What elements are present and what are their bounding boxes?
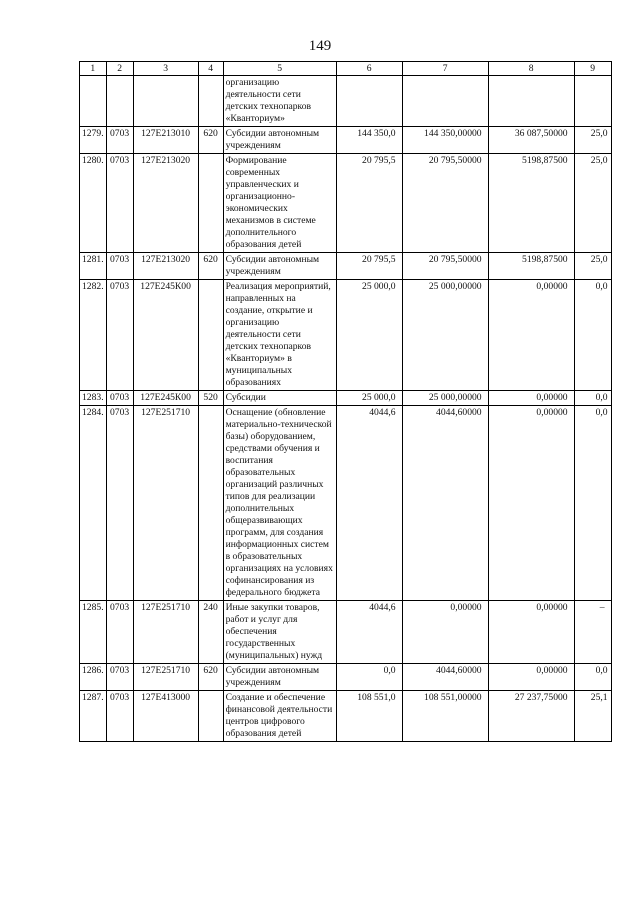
row-number: 1279. xyxy=(80,127,107,154)
section-code: 0703 xyxy=(106,253,133,280)
amount-col6: 144 350,0 xyxy=(336,127,402,154)
row-number xyxy=(80,76,107,127)
expense-type-code xyxy=(198,691,223,742)
target-article-code: 127E251710 xyxy=(133,406,198,601)
expense-type-code: 620 xyxy=(198,253,223,280)
header-cell: 4 xyxy=(198,62,223,76)
header-cell: 1 xyxy=(80,62,107,76)
item-name: Создание и обеспечение финансовой деятельности центров цифрового образования детей xyxy=(223,691,336,742)
amount-col7 xyxy=(402,76,488,127)
item-name: Иные закупки товаров, работ и услуг для обеспечения государственных (муниципальных) нужд xyxy=(223,601,336,664)
amount-col8: 0,00000 xyxy=(488,601,574,664)
target-article-code: 127E213010 xyxy=(133,127,198,154)
amount-col7: 108 551,00000 xyxy=(402,691,488,742)
expense-type-code: 520 xyxy=(198,391,223,406)
percent-executed: 0,0 xyxy=(574,664,611,691)
expense-type-code: 620 xyxy=(198,127,223,154)
header-cell: 6 xyxy=(336,62,402,76)
percent-executed: 25,1 xyxy=(574,691,611,742)
amount-col8: 0,00000 xyxy=(488,280,574,391)
percent-executed: 0,0 xyxy=(574,280,611,391)
item-name: Субсидии автономным учреждениям xyxy=(223,127,336,154)
row-number: 1283. xyxy=(80,391,107,406)
table-row xyxy=(80,154,612,253)
amount-col7: 4044,60000 xyxy=(402,664,488,691)
table-row xyxy=(80,601,612,664)
percent-executed xyxy=(574,76,611,127)
table-row xyxy=(80,127,612,154)
table-row xyxy=(80,280,612,391)
section-code: 0703 xyxy=(106,406,133,601)
amount-col7: 25 000,00000 xyxy=(402,280,488,391)
amount-col8: 5198,87500 xyxy=(488,154,574,253)
amount-col8: 0,00000 xyxy=(488,664,574,691)
percent-executed: 0,0 xyxy=(574,406,611,601)
amount-col6: 20 795,5 xyxy=(336,253,402,280)
target-article-code: 127E251710 xyxy=(133,664,198,691)
budget-table xyxy=(79,61,612,742)
percent-executed: 25,0 xyxy=(574,154,611,253)
target-article-code: 127E213020 xyxy=(133,253,198,280)
amount-col8 xyxy=(488,76,574,127)
target-article-code: 127E245К00 xyxy=(133,280,198,391)
header-cell: 2 xyxy=(106,62,133,76)
amount-col6: 20 795,5 xyxy=(336,154,402,253)
table-row xyxy=(80,406,612,601)
header-cell: 3 xyxy=(133,62,198,76)
page-number: 149 xyxy=(308,38,332,54)
table-row xyxy=(80,391,612,406)
amount-col6: 25 000,0 xyxy=(336,391,402,406)
target-article-code xyxy=(133,76,198,127)
target-article-code: 127E213020 xyxy=(133,154,198,253)
amount-col6: 108 551,0 xyxy=(336,691,402,742)
amount-col7: 4044,60000 xyxy=(402,406,488,601)
section-code: 0703 xyxy=(106,601,133,664)
header-cell: 7 xyxy=(402,62,488,76)
row-number: 1282. xyxy=(80,280,107,391)
amount-col7: 25 000,00000 xyxy=(402,391,488,406)
table-row xyxy=(80,664,612,691)
row-number: 1281. xyxy=(80,253,107,280)
amount-col8: 36 087,50000 xyxy=(488,127,574,154)
amount-col8: 0,00000 xyxy=(488,406,574,601)
amount-col8: 0,00000 xyxy=(488,391,574,406)
section-code: 0703 xyxy=(106,280,133,391)
item-name: Оснащение (обновление материально-технической базы) оборудованием, средствами обучения и воспитания образовательных организаций различных типов для реализации дополнительных общеразвивающих программ, для создания информационных систем в образовательных организациях на условиях софинансирования из федерального бюджета xyxy=(223,406,336,601)
amount-col8: 5198,87500 xyxy=(488,253,574,280)
table-row xyxy=(80,76,612,127)
header-cell: 5 xyxy=(223,62,336,76)
percent-executed: 0,0 xyxy=(574,391,611,406)
section-code: 0703 xyxy=(106,391,133,406)
section-code: 0703 xyxy=(106,664,133,691)
percent-executed: – xyxy=(574,601,611,664)
table-row xyxy=(80,691,612,742)
percent-executed: 25,0 xyxy=(574,253,611,280)
amount-col6: 4044,6 xyxy=(336,601,402,664)
target-article-code: 127E413000 xyxy=(133,691,198,742)
expense-type-code xyxy=(198,406,223,601)
percent-executed: 25,0 xyxy=(574,127,611,154)
row-number: 1284. xyxy=(80,406,107,601)
expense-type-code xyxy=(198,76,223,127)
item-name: организацию деятельности сети детских технопарков «Кванториум» xyxy=(223,76,336,127)
amount-col8: 27 237,75000 xyxy=(488,691,574,742)
amount-col7: 144 350,00000 xyxy=(402,127,488,154)
row-number: 1286. xyxy=(80,664,107,691)
amount-col6: 0,0 xyxy=(336,664,402,691)
item-name: Формирование современных управленческих и организационно-экономических механизмов в системе дополнительного образования детей xyxy=(223,154,336,253)
table-row xyxy=(80,253,612,280)
section-code: 0703 xyxy=(106,127,133,154)
header-cell: 8 xyxy=(488,62,574,76)
expense-type-code xyxy=(198,154,223,253)
target-article-code: 127E245К00 xyxy=(133,391,198,406)
amount-col7: 20 795,50000 xyxy=(402,154,488,253)
section-code: 0703 xyxy=(106,154,133,253)
item-name: Субсидии xyxy=(223,391,336,406)
row-number: 1280. xyxy=(80,154,107,253)
amount-col6 xyxy=(336,76,402,127)
amount-col7: 0,00000 xyxy=(402,601,488,664)
target-article-code: 127E251710 xyxy=(133,601,198,664)
row-number: 1287. xyxy=(80,691,107,742)
item-name: Субсидии автономным учреждениям xyxy=(223,664,336,691)
expense-type-code: 240 xyxy=(198,601,223,664)
amount-col6: 25 000,0 xyxy=(336,280,402,391)
section-code: 0703 xyxy=(106,691,133,742)
expense-type-code xyxy=(198,280,223,391)
amount-col7: 20 795,50000 xyxy=(402,253,488,280)
section-code xyxy=(106,76,133,127)
amount-col6: 4044,6 xyxy=(336,406,402,601)
header-cell: 9 xyxy=(574,62,611,76)
item-name: Субсидии автономным учреждениям xyxy=(223,253,336,280)
row-number: 1285. xyxy=(80,601,107,664)
expense-type-code: 620 xyxy=(198,664,223,691)
header-row xyxy=(80,62,612,76)
item-name: Реализация мероприятий, направленных на создание, открытие и организацию деятельности сети детских технопарков «Кванториум» в муниципальных образованиях xyxy=(223,280,336,391)
